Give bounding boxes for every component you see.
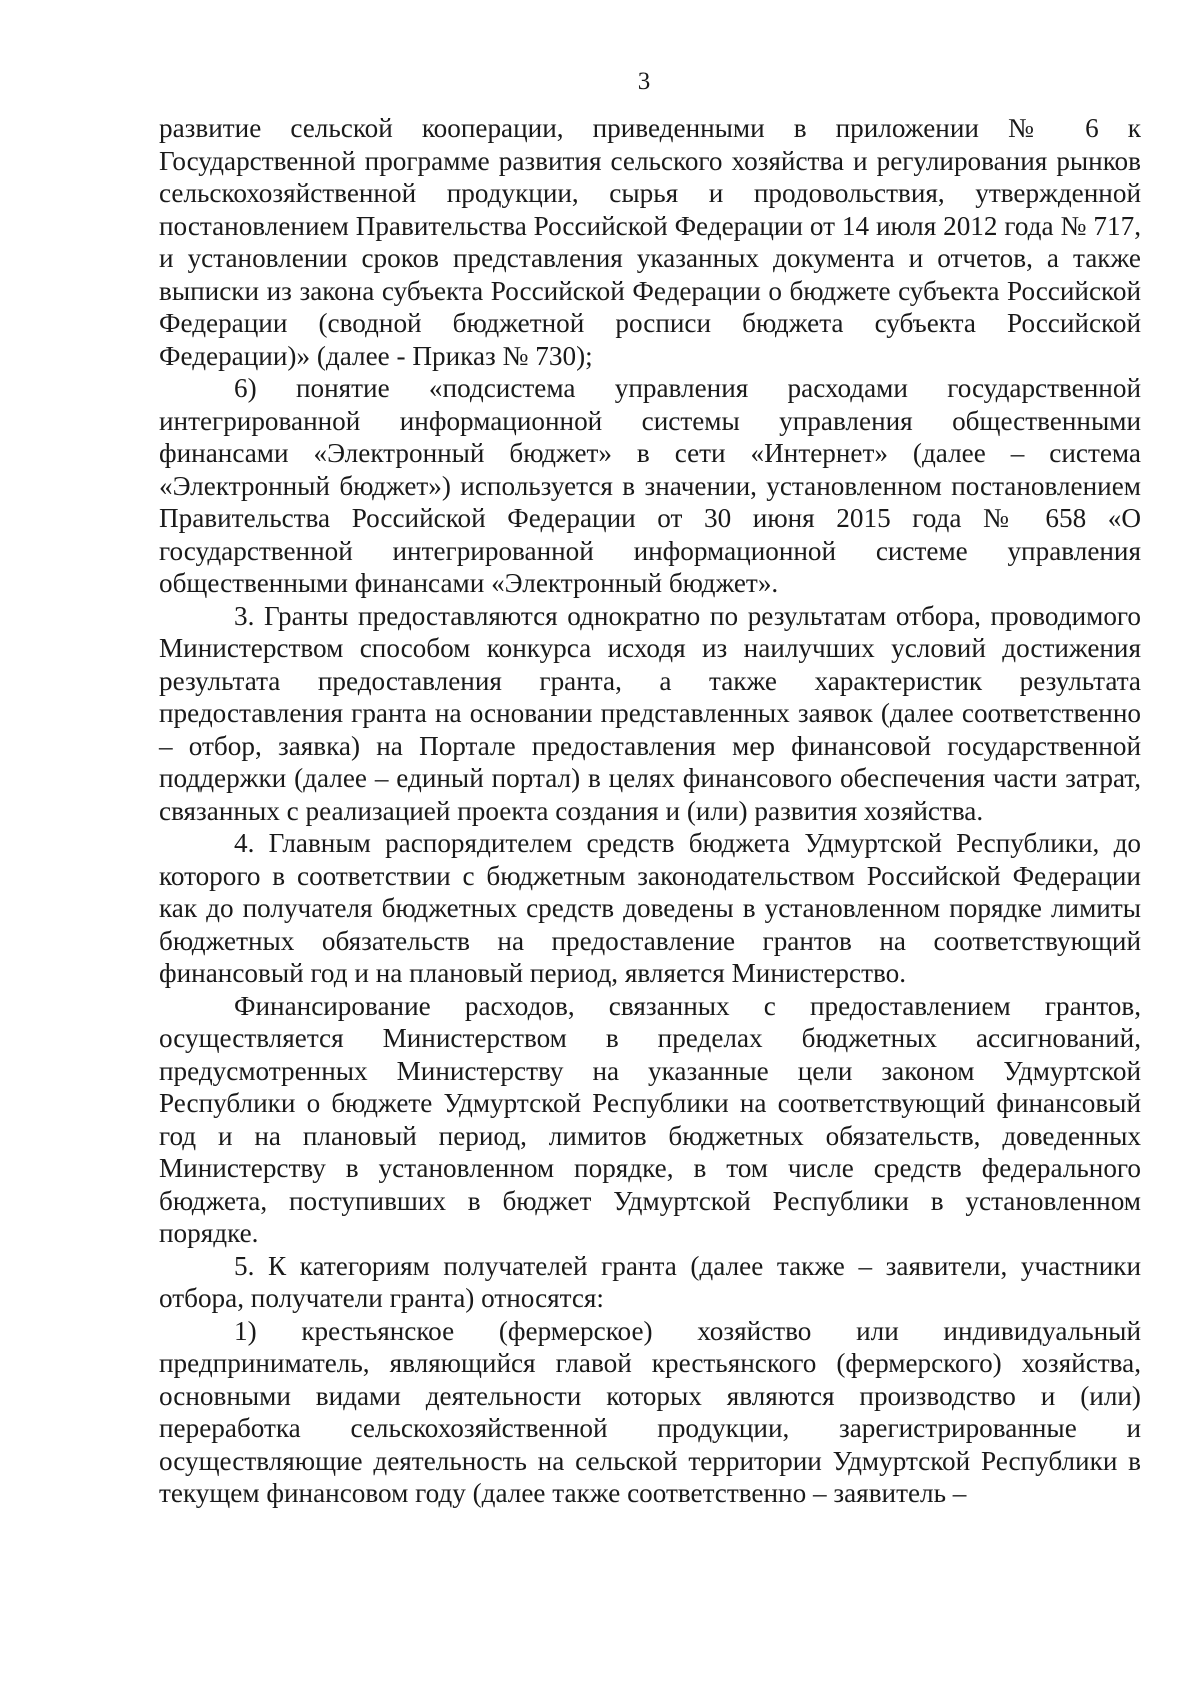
paragraph-continuation: развитие сельской кооперации, приведенными в приложении № 6 к Государственной программе развития сельского хозяйства и регулирования рынков сельскохозяйственной продукции, сырья и продовольствия, утвержденной постановлением Правительства Российской Федерации от 14 июля 2012 года № 717, и установлении сроков представления указанных документа и отчетов, а также выписки из закона субъекта Российской Федерации о бюджете субъекта Российской Федерации (сводной бюджетной росписи бюджета субъекта Российской Федерации)» (далее - Приказ № 730); xyxy=(159,113,1141,371)
paragraph-section-4: 4. Главным распорядителем средств бюджета Удмуртской Республики, до которого в соответствии с бюджетным законодательством Российской Федерации как до получателя бюджетных средств доведены в установленном порядке лимиты бюджетных обязательств на предоставление грантов на соответствующий финансовый год и на плановый период, является Министерство. xyxy=(159,828,1141,988)
paragraph-financing: Финансирование расходов, связанных с предоставлением грантов, осуществляется Министерством в пределах бюджетных ассигнований, предусмотренных Министерству на указанные цели законом Удмуртской Республики о бюджете Удмуртской Республики на соответствующий финансовый год и на плановый период, лимитов бюджетных обязательств, доведенных Министерству в установленном порядке, в том числе средств федерального бюджета, поступивших в бюджет Удмуртской Республики в установленном порядке. xyxy=(159,990,1141,1248)
page-number: 3 xyxy=(637,68,651,95)
paragraph-section-3: 3. Гранты предоставляются однократно по результатам отбора, проводимого Министерством способом конкурса исходя из наилучших условий достижения результата предоставления гранта, а также характеристик результата предоставления гранта на основании представленных заявок (далее соответственно – отбор, заявка) на Портале предоставления мер финансовой государственной поддержки (далее – единый портал) в целях финансового обеспечения части затрат, связанных с реализацией проекта создания и (или) развития хозяйства. xyxy=(159,600,1141,826)
document-body xyxy=(159,112,1141,1510)
paragraph-section-5: 5. К категориям получателей гранта (далее также – заявители, участники отбора, получатели гранта) относятся: xyxy=(159,1250,1141,1313)
paragraph-item-6: 6) понятие «подсистема управления расходами государственной интегрированной информационной системы управления общественными финансами «Электронный бюджет» в сети «Интернет» (далее – система «Электронный бюджет») используется в значении, установленном постановлением Правительства Российской Федерации от 30 июня 2015 года № 658 «О государственной интегрированной информационной системе управления общественными финансами «Электронный бюджет». xyxy=(159,373,1141,598)
paragraph-item-1: 1) крестьянское (фермерское) хозяйство или индивидуальный предприниматель, являющийся главой крестьянского (фермерского) хозяйства, основными видами деятельности которых являются производство и (или) переработка сельскохозяйственной продукции, зарегистрированные и осуществляющие деятельность на сельской территории Удмуртской Республики в текущем финансовом году (далее также соответственно – заявитель – xyxy=(159,1315,1141,1508)
